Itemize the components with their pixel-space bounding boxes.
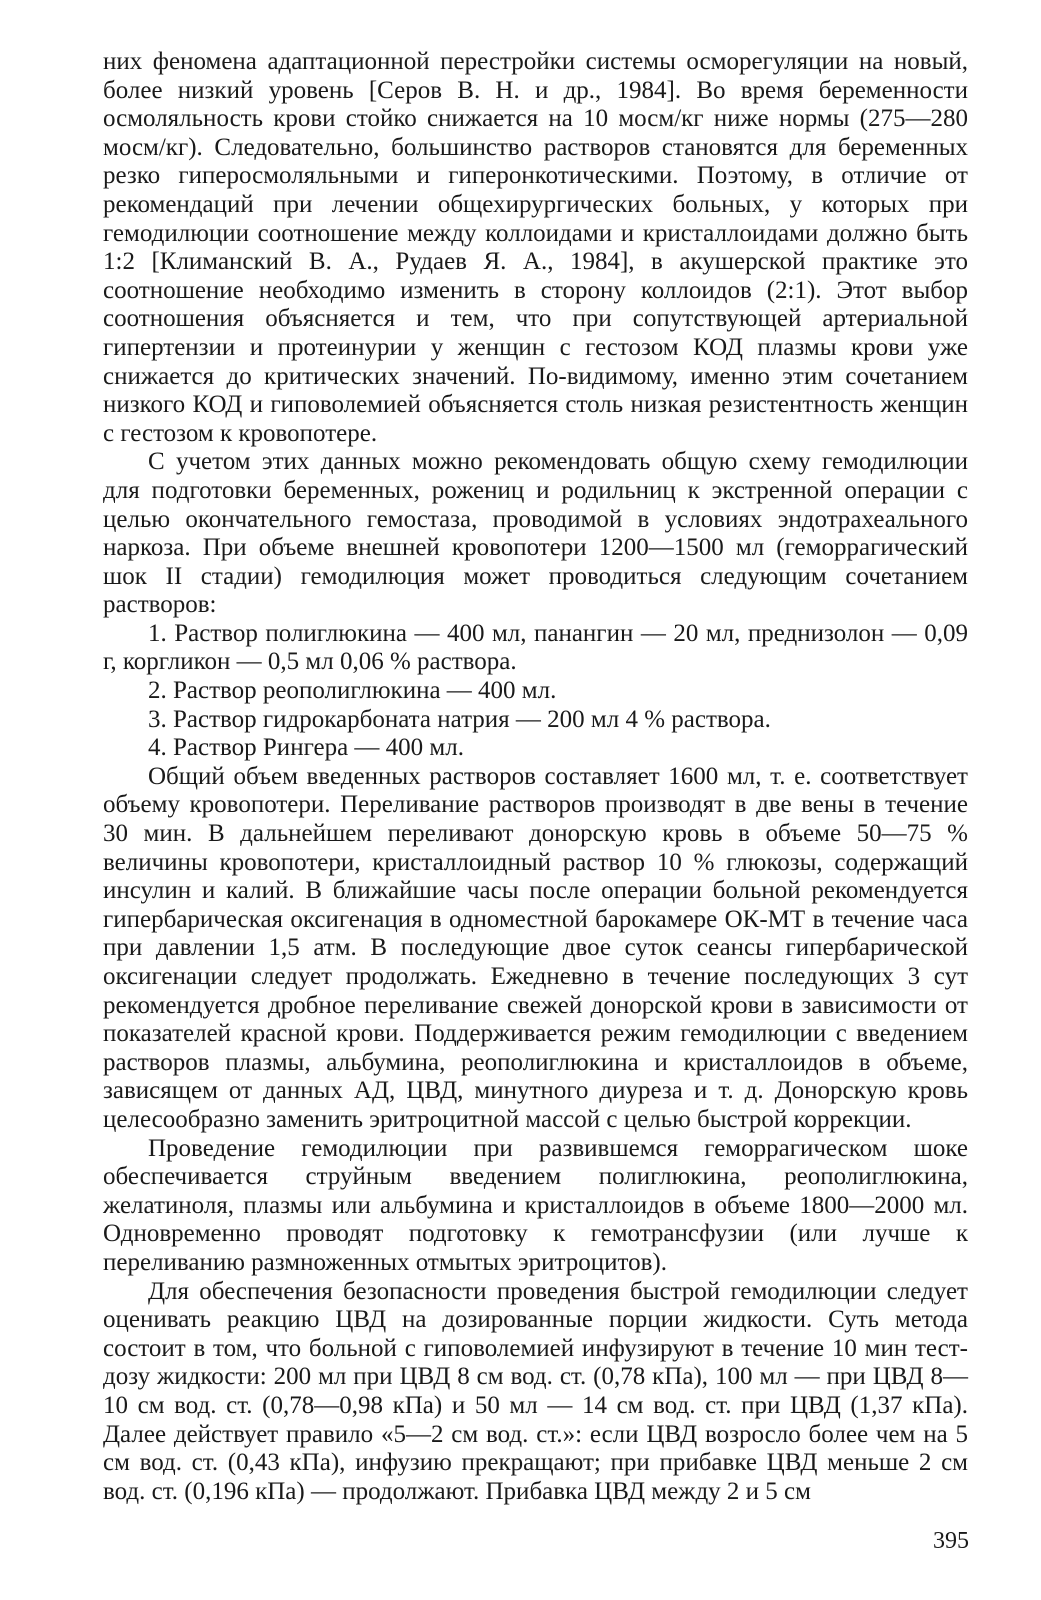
- page-number: 395: [933, 1528, 969, 1554]
- list-item-3: 3. Раствор гидрокарбоната натрия — 200 мл 4 % раствора.: [148, 705, 771, 733]
- paragraph-hemodilution-scheme: С учетом этих данных можно рекомендовать общую схему гемодилюции для подготовки беременных, рожениц и родильниц к экстренной операции с целью окончательного гемостаза, проводимой в условиях эндотрахеального наркоза. При объеме внешней кровопотери 1200—1500 мл (геморрагический шок II стадии) гемодилюция может проводиться следующим сочетанием растворов:: [103, 448, 968, 619]
- paragraph-total-volume: Общий объем введенных растворов составляет 1600 мл, т. е. соответствует объему кровопотери. Переливание растворов производят в две вены в течение 30 мин. В дальнейшем переливают донорскую кровь в объеме 50—75 % величины кровопотери, кристаллоидный раствор 10 % глюкозы, содержащий инсулин и калий. В ближайшие часы после операции больной рекомендуется гипербарическая оксигенация в одноместной барокамере ОК-МТ в течение часа при давлении 1,5 атм. В последующие двое суток сеансы гипербарической оксигенации следует продолжать. Ежедневно в течение последующих 3 сут рекомендуется дробное переливание свежей донорской крови в зависимости от показателей красной крови. Поддерживается режим гемодилюции с введением растворов плазмы, альбумина, реополиглюкина и кристаллоидов в объеме, зависящем от данных АД, ЦВД, минутного диуреза и т. д. Донорскую кровь целесообразно заменить эритроцитной массой с целью быстрой коррекции.: [103, 762, 968, 1133]
- page-body: [103, 48, 968, 1506]
- paragraph-cvp-rule: Для обеспечения безопасности проведения быстрой гемодилюции следует оценивать реакцию ЦВД на дозированные порции жидкости. Суть метода состоит в том, что больной с гиповолемией инфузируют в течение 10 мин тест-дозу жидкости: 200 мл при ЦВД 8 см вод. ст. (0,78 кПа), 100 мл — при ЦВД 8—10 см вод. ст. (0,78—0,98 кПа) и 50 мл — 14 см вод. ст. при ЦВД (1,37 кПа). Далее действует правило «5—2 см вод. ст.»: если ЦВД возросло более чем на 5 см вод. ст. (0,43 кПа), инфузию прекращают; при прибавке ЦВД меньше 2 см вод. ст. (0,196 кПа) — продолжают. Прибавка ЦВД между 2 и 5 см: [103, 1277, 968, 1505]
- list-item-2: 2. Раствор реополиглюкина — 400 мл.: [148, 677, 557, 705]
- paragraph-hemorrhagic-shock: Проведение гемодилюции при развившемся геморрагическом шоке обеспечивается струйным введением полиглюкина, реополиглюкина, желатиноля, плазмы или альбумина и кристаллоидов в объеме 1800—2000 мл. Одновременно проводят подготовку к гемотрансфузии (или лучше к переливанию размноженных отмытых эритроцитов).: [103, 1134, 968, 1276]
- list-item-4: 4. Раствор Рингера — 400 мл.: [148, 734, 464, 762]
- list-item-1: 1. Раствор полиглюкина — 400 мл, панангин — 20 мл, преднизолон — 0,09 г, коргликон — 0,5 мл 0,06 % раствора.: [103, 619, 968, 676]
- paragraph-osmolality: них феномена адаптационной перестройки системы осморегуляции на новый, более низкий уровень [Серов В. Н. и др., 1984]. Во время беременности осмоляльность крови стойко снижается на 10 мосм/кг ниже нормы (275—280 мосм/кг). Следовательно, большинство растворов становятся для беременных резко гиперосмоляльными и гиперонкотическими. Поэтому, в отличие от рекомендаций при лечении общехирургических больных, у которых при гемодилюции соотношение между коллоидами и кристаллоидами должно быть 1:2 [Климанский В. А., Рудаев Я. А., 1984], в акушерской практике это соотношение необходимо изменить в сторону коллоидов (2:1). Этот выбор соотношения объясняется и тем, что при сопутствующей артериальной гипертензии и протеинурии у женщин с гестозом КОД плазмы крови уже снижается до критических значений. По-видимому, именно этим сочетанием низкого КОД и гиповолемией объясняется столь низкая резистентность женщин с гестозом к кровопотере.: [103, 48, 968, 447]
